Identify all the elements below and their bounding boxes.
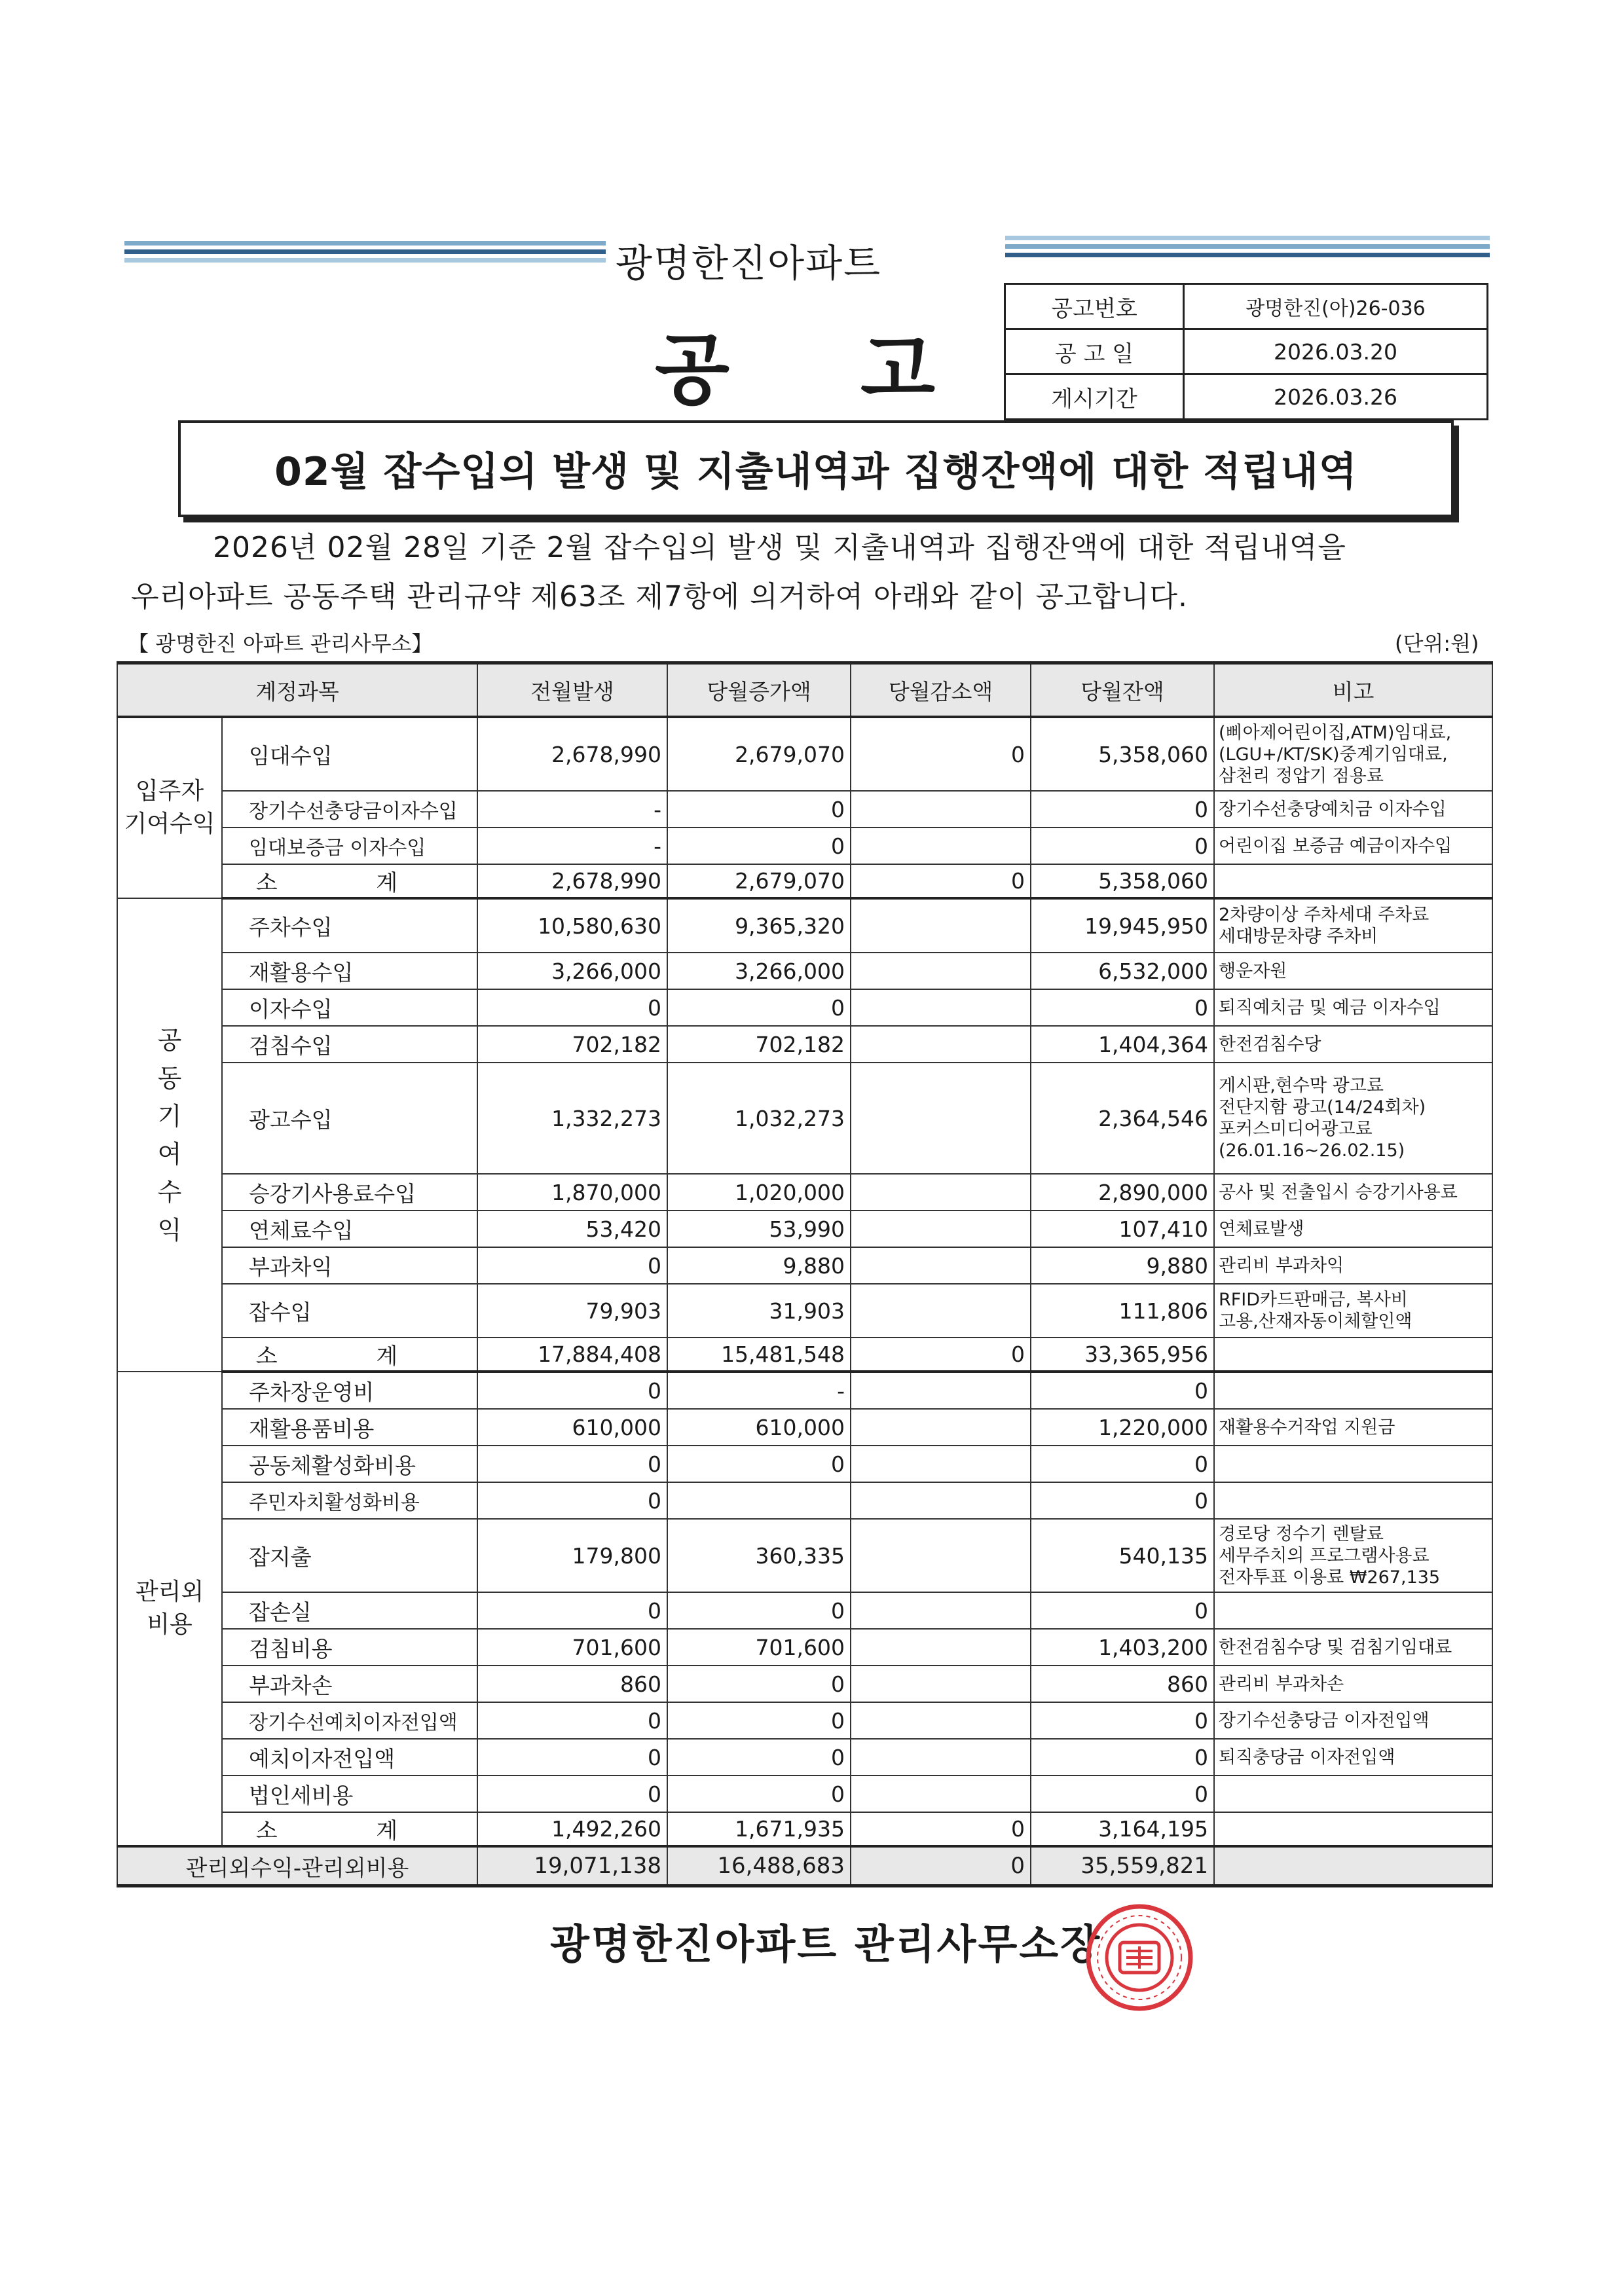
income-expense-table: [117, 661, 1493, 1887]
account-name: 검침비용: [222, 1629, 477, 1666]
amount-bal: 0: [1031, 791, 1214, 828]
amount-bal: 0: [1031, 1776, 1214, 1812]
account-name: 재활용수입: [222, 953, 477, 989]
intro-line-1: 2026년 02월 28일 기준 2월 잡수입의 발생 및 지출내역과 집행잔액에 대한 적립내역을: [213, 531, 1346, 564]
grand-total-remark: [1214, 1846, 1492, 1886]
notice-number-label: 공고번호: [1005, 284, 1184, 329]
table-row: [117, 1776, 1492, 1812]
remark-cell: [1214, 1446, 1492, 1482]
subtotal-bal: 5,358,060: [1031, 864, 1214, 898]
table-row: [117, 1739, 1492, 1776]
amount-prev: 10,580,630: [477, 898, 667, 953]
table-body: [117, 663, 1492, 1886]
amount-inc: 610,000: [667, 1409, 851, 1446]
amount-prev: 860: [477, 1666, 667, 1702]
remark-cell: 한전검침수당: [1214, 1026, 1492, 1063]
account-name: 장기수선충당금이자수입: [222, 791, 477, 828]
footer-signature: 광명한진아파트 관리사무소장: [550, 1920, 1102, 1968]
table-row: [117, 1592, 1492, 1629]
amount-inc: 1,032,273: [667, 1063, 851, 1174]
amount-prev: 0: [477, 1372, 667, 1409]
notice-info-box: [1004, 283, 1488, 420]
table-row: [117, 1482, 1492, 1519]
remark-cell: 한전검침수당 및 검침기임대료: [1214, 1629, 1492, 1666]
notice-title-char-2: 고: [860, 325, 1066, 415]
amount-dec: [851, 1372, 1031, 1409]
category-cell: [117, 717, 222, 898]
amount-prev: 701,600: [477, 1629, 667, 1666]
amount-bal: 5,358,060: [1031, 717, 1214, 791]
subtotal-row: [117, 1812, 1492, 1846]
account-name: 장기수선예치이자전입액: [222, 1702, 477, 1739]
amount-dec: [851, 1702, 1031, 1739]
amount-prev: 610,000: [477, 1409, 667, 1446]
remark-cell: 게시판,현수막 광고료 전단지함 광고(14/24회차) 포커스미디어광고료 (26.01.16~26.02.15): [1214, 1063, 1492, 1174]
category-label: 입주자 기여수익: [124, 778, 215, 837]
subtotal-label: 소 계: [222, 864, 477, 898]
amount-prev: 702,182: [477, 1026, 667, 1063]
grand-total-bal: 35,559,821: [1031, 1846, 1214, 1886]
remark-cell: 퇴직충당금 이자전입액: [1214, 1739, 1492, 1776]
amount-inc: 53,990: [667, 1211, 851, 1247]
table-row: [117, 989, 1492, 1026]
unit-label: (단위:원): [1395, 631, 1479, 656]
account-name: 주민자치활성화비용: [222, 1482, 477, 1519]
grand-total-label: 관리외수익-관리외비용: [117, 1846, 477, 1886]
table-row: [117, 1629, 1492, 1666]
amount-bal: 2,890,000: [1031, 1174, 1214, 1211]
remark-cell: 장기수선충당예치금 이자수입: [1214, 791, 1492, 828]
subtotal-inc: 15,481,548: [667, 1338, 851, 1372]
amount-bal: 0: [1031, 1739, 1214, 1776]
subtotal-label: 소 계: [222, 1338, 477, 1372]
header-inc: 당월증가액: [667, 663, 851, 718]
table-row: [117, 1063, 1492, 1174]
amount-dec: [851, 1519, 1031, 1592]
amount-prev: 0: [477, 1446, 667, 1482]
subtotal-inc: 2,679,070: [667, 864, 851, 898]
info-row: [1005, 284, 1488, 329]
table-row: [117, 1211, 1492, 1247]
amount-dec: [851, 1026, 1031, 1063]
remark-cell: (삐아제어린이집,ATM)임대료, (LGU+/KT/SK)중계기임대료, 삼천리 정압기 점용료: [1214, 717, 1492, 791]
remark-cell: RFID카드판매금, 복사비 고용,산재자동이체할인액: [1214, 1284, 1492, 1338]
amount-inc: 0: [667, 791, 851, 828]
amount-prev: 179,800: [477, 1519, 667, 1592]
table-row: [117, 1247, 1492, 1284]
amount-inc: 701,600: [667, 1629, 851, 1666]
amount-inc: 3,266,000: [667, 953, 851, 989]
header-dec: 당월감소액: [851, 663, 1031, 718]
info-row: [1005, 374, 1488, 420]
remark-cell: 어린이집 보증금 예금이자수입: [1214, 828, 1492, 864]
amount-dec: [851, 1247, 1031, 1284]
amount-bal: 2,364,546: [1031, 1063, 1214, 1174]
amount-dec: [851, 1284, 1031, 1338]
notice-date-label: 공 고 일: [1005, 329, 1184, 374]
amount-inc: 0: [667, 1776, 851, 1812]
amount-inc: 0: [667, 989, 851, 1026]
header-bal: 당월잔액: [1031, 663, 1214, 718]
header-note: 비고: [1214, 663, 1492, 718]
subtotal-dec: 0: [851, 1338, 1031, 1372]
subtotal-dec: 0: [851, 1812, 1031, 1846]
subtotal-bal: 33,365,956: [1031, 1338, 1214, 1372]
amount-bal: 0: [1031, 1702, 1214, 1739]
remark-cell: 퇴직예치금 및 예금 이자수입: [1214, 989, 1492, 1026]
remark-cell: 행운자원: [1214, 953, 1492, 989]
amount-inc: 702,182: [667, 1026, 851, 1063]
header-prev: 전월발생: [477, 663, 667, 718]
amount-inc: 360,335: [667, 1519, 851, 1592]
account-name: 검침수입: [222, 1026, 477, 1063]
complex-name: 광명한진아파트: [616, 241, 882, 285]
remark-cell: [1214, 1592, 1492, 1629]
remark-cell: [1214, 1482, 1492, 1519]
amount-bal: 1,403,200: [1031, 1629, 1214, 1666]
amount-dec: [851, 828, 1031, 864]
amount-dec: [851, 989, 1031, 1026]
table-row: [117, 898, 1492, 953]
amount-inc: 31,903: [667, 1284, 851, 1338]
amount-inc: 0: [667, 1739, 851, 1776]
subtotal-prev: 2,678,990: [477, 864, 667, 898]
amount-inc: 9,365,320: [667, 898, 851, 953]
amount-prev: 79,903: [477, 1284, 667, 1338]
notice-date-value: 2026.03.20: [1184, 329, 1488, 374]
account-name: 예치이자전입액: [222, 1739, 477, 1776]
amount-dec: [851, 1592, 1031, 1629]
account-name: 잡지출: [222, 1519, 477, 1592]
subtotal-dec: 0: [851, 864, 1031, 898]
account-name: 주차장운영비: [222, 1372, 477, 1409]
amount-bal: 0: [1031, 1482, 1214, 1519]
table-row: [117, 1446, 1492, 1482]
table-row: [117, 1409, 1492, 1446]
header-account: 계정과목: [117, 663, 477, 718]
posting-period-label: 게시기간: [1005, 374, 1184, 420]
table-row: [117, 828, 1492, 864]
account-name: 공동체활성화비용: [222, 1446, 477, 1482]
remark-cell: 재활용수거작업 지원금: [1214, 1409, 1492, 1446]
amount-prev: -: [477, 791, 667, 828]
official-seal-icon: [1084, 1902, 1195, 2013]
amount-dec: [851, 1629, 1031, 1666]
remark-cell: [1214, 1372, 1492, 1409]
account-name: 부과차손: [222, 1666, 477, 1702]
table-row: [117, 791, 1492, 828]
amount-bal: 540,135: [1031, 1519, 1214, 1592]
amount-prev: 53,420: [477, 1211, 667, 1247]
category-cell: [117, 1372, 222, 1846]
amount-prev: -: [477, 828, 667, 864]
intro-line-2: 우리아파트 공동주택 관리규약 제63조 제7항에 의거하여 아래와 같이 공고합니다.: [131, 580, 1188, 613]
table-row: [117, 1026, 1492, 1063]
amount-bal: 1,404,364: [1031, 1026, 1214, 1063]
table-row: [117, 1372, 1492, 1409]
amount-inc: 0: [667, 1666, 851, 1702]
account-name: 법인세비용: [222, 1776, 477, 1812]
account-name: 주차수입: [222, 898, 477, 953]
remark-cell: 장기수선충당금 이자전입액: [1214, 1702, 1492, 1739]
amount-inc: 0: [667, 1446, 851, 1482]
subtotal-remark: [1214, 1812, 1492, 1846]
amount-bal: 860: [1031, 1666, 1214, 1702]
subtotal-bal: 3,164,195: [1031, 1812, 1214, 1846]
amount-inc: 0: [667, 828, 851, 864]
amount-dec: [851, 791, 1031, 828]
amount-bal: 9,880: [1031, 1247, 1214, 1284]
amount-prev: 0: [477, 1702, 667, 1739]
grand-total-row: [117, 1846, 1492, 1886]
table-row: [117, 1284, 1492, 1338]
account-name: 광고수입: [222, 1063, 477, 1174]
amount-bal: 0: [1031, 1592, 1214, 1629]
amount-prev: 3,266,000: [477, 953, 667, 989]
amount-inc: 0: [667, 1702, 851, 1739]
amount-prev: 0: [477, 1776, 667, 1812]
amount-dec: [851, 1063, 1031, 1174]
amount-dec: [851, 1409, 1031, 1446]
subtotal-prev: 17,884,408: [477, 1338, 667, 1372]
amount-prev: 0: [477, 1739, 667, 1776]
notice-title-char-1: 공: [655, 325, 860, 415]
account-name: 임대보증금 이자수입: [222, 828, 477, 864]
amount-bal: 1,220,000: [1031, 1409, 1214, 1446]
amount-dec: [851, 1739, 1031, 1776]
amount-bal: 0: [1031, 828, 1214, 864]
amount-inc: 1,020,000: [667, 1174, 851, 1211]
amount-bal: 6,532,000: [1031, 953, 1214, 989]
account-name: 임대수입: [222, 717, 477, 791]
notice-number-value: 광명한진(아)26-036: [1184, 284, 1488, 329]
office-label: 【 광명한진 아파트 관리사무소】: [128, 631, 433, 656]
amount-prev: 1,870,000: [477, 1174, 667, 1211]
grand-total-prev: 19,071,138: [477, 1846, 667, 1886]
table-row: [117, 953, 1492, 989]
amount-bal: 19,945,950: [1031, 898, 1214, 953]
remark-cell: 경로당 정수기 렌탈료 세무주치의 프로그램사용료 전자투표 이용료 ₩267,135: [1214, 1519, 1492, 1592]
posting-period-value: 2026.03.26: [1184, 374, 1488, 420]
remark-cell: 관리비 부과차손: [1214, 1666, 1492, 1702]
amount-inc: 9,880: [667, 1247, 851, 1284]
amount-dec: [851, 1666, 1031, 1702]
remark-cell: [1214, 1776, 1492, 1812]
remark-cell: 연체료발생: [1214, 1211, 1492, 1247]
account-name: 잡수입: [222, 1284, 477, 1338]
amount-prev: 2,678,990: [477, 717, 667, 791]
right-header-stripes: [1005, 236, 1490, 261]
account-name: 재활용품비용: [222, 1409, 477, 1446]
subtotal-remark: [1214, 864, 1492, 898]
subtotal-row: [117, 1338, 1492, 1372]
amount-dec: [851, 953, 1031, 989]
category-label: 관리외 비용: [135, 1578, 204, 1638]
amount-prev: 0: [477, 1592, 667, 1629]
table-row: [117, 1519, 1492, 1592]
headline-box: [178, 420, 1454, 517]
remark-cell: 2차량이상 주차세대 주차료 세대방문차량 주차비: [1214, 898, 1492, 953]
grand-total-dec: 0: [851, 1846, 1031, 1886]
amount-inc: -: [667, 1372, 851, 1409]
amount-bal: 0: [1031, 1372, 1214, 1409]
headline: 02월 잡수입의 발생 및 지출내역과 집행잔액에 대한 적립내역: [274, 449, 1357, 495]
grand-total-inc: 16,488,683: [667, 1846, 851, 1886]
category-cell: [117, 898, 222, 1372]
account-name: 이자수입: [222, 989, 477, 1026]
subtotal-inc: 1,671,935: [667, 1812, 851, 1846]
amount-dec: 0: [851, 717, 1031, 791]
account-name: 연체료수입: [222, 1211, 477, 1247]
amount-inc: 2,679,070: [667, 717, 851, 791]
amount-bal: 111,806: [1031, 1284, 1214, 1338]
amount-dec: [851, 1482, 1031, 1519]
amount-inc: 0: [667, 1592, 851, 1629]
subtotal-remark: [1214, 1338, 1492, 1372]
amount-dec: [851, 1211, 1031, 1247]
table-header-row: [117, 663, 1492, 718]
subtotal-prev: 1,492,260: [477, 1812, 667, 1846]
remark-cell: 공사 및 전출입시 승강기사용료: [1214, 1174, 1492, 1211]
account-name: 승강기사용료수입: [222, 1174, 477, 1211]
table-row: [117, 1174, 1492, 1211]
amount-prev: 0: [477, 989, 667, 1026]
account-name: 부과차익: [222, 1247, 477, 1284]
amount-bal: 0: [1031, 1446, 1214, 1482]
amount-bal: 0: [1031, 989, 1214, 1026]
amount-inc: [667, 1482, 851, 1519]
account-name: 잡손실: [222, 1592, 477, 1629]
table-row: [117, 1702, 1492, 1739]
table-row: [117, 717, 1492, 791]
subtotal-label: 소 계: [222, 1812, 477, 1846]
amount-dec: [851, 1776, 1031, 1812]
subtotal-row: [117, 864, 1492, 898]
info-row: [1005, 329, 1488, 374]
amount-bal: 107,410: [1031, 1211, 1214, 1247]
table-row: [117, 1666, 1492, 1702]
amount-dec: [851, 1174, 1031, 1211]
amount-dec: [851, 898, 1031, 953]
amount-prev: 0: [477, 1247, 667, 1284]
remark-cell: 관리비 부과차익: [1214, 1247, 1492, 1284]
left-header-stripes: [124, 241, 606, 266]
amount-prev: 0: [477, 1482, 667, 1519]
category-label: 공동기여수익: [157, 1025, 182, 1245]
amount-dec: [851, 1446, 1031, 1482]
amount-prev: 1,332,273: [477, 1063, 667, 1174]
